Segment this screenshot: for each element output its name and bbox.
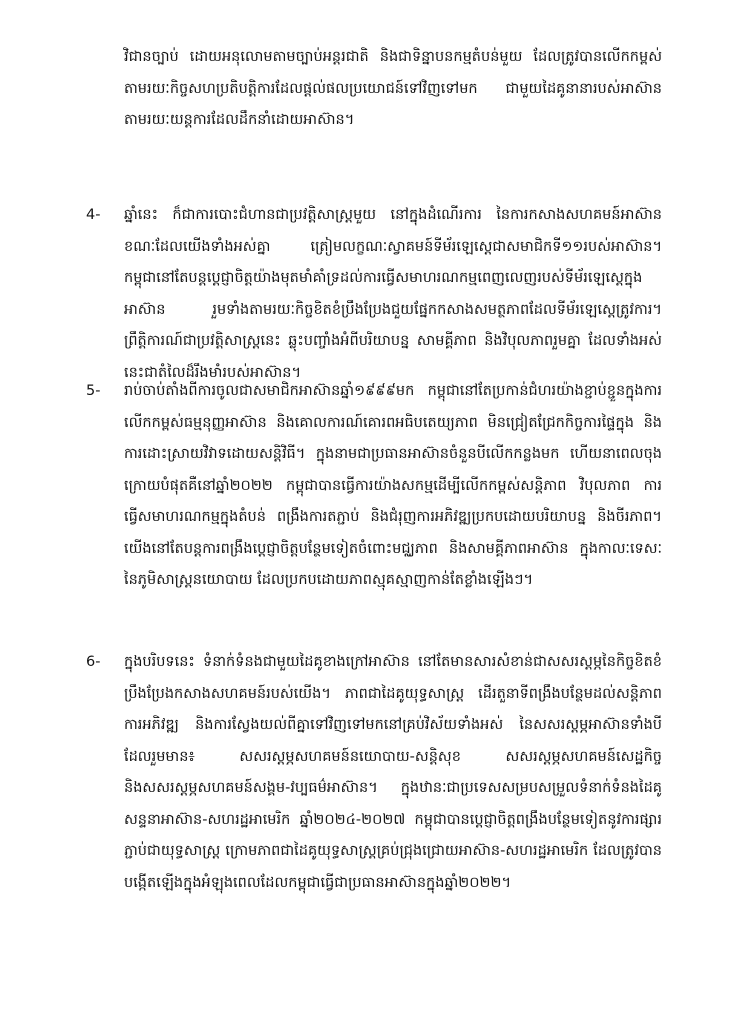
item-text: រាប់ចាប់តាំងពីការចូលជាសមាជិកអាស៊ានឆ្នាំ១៩៩៩មក កម្ពុជានៅតែប្រកាន់ជំហរយ៉ាងខ្ជាប់ខ្ជួនក្នុងការលើកកម្ពស់ធម្មនុញ្ញអាស៊ាន និងគោលការណ៍គោរពអធិបតេយ្យភាព មិនជ្រៀតជ្រែកកិច្ចការផ្ទៃក្នុង និងការដោះស្រាយវិវាទដោយសន្តិវិធី។ ក្នុងនាមជាប្រធានអាស៊ានចំនួនបីលើកកន្លងមក ហើយនាពេលចុងក្រោយបំផុតគឺនៅឆ្នាំ២០២២ កម្ពុជាបានធ្វើការយ៉ាងសកម្មដើម្បីលើកកម្ពស់សន្តិភាព វិបុលភាព ការធ្វើសមាហរណកម្មក្នុងតំបន់ ពង្រឹងការតភ្ជាប់ និងជំរុញការអភិវឌ្ឍប្រកបដោយបរិយាបន្ន និងចីរភាព។ យើងនៅតែបន្តការពង្រឹងប្តេជ្ញាចិត្តបន្ថែមទៀតចំពោះមជ្ឈភាព និងសាមគ្គីភាពអាស៊ាន ក្នុងកាលៈទេសៈនៃភូមិសាស្ត្រនយោបាយ ដែលប្រកបដោយភាពស្មុគស្មាញកាន់តែខ្លាំងឡើងៗ។ (124, 383, 662, 588)
numbered-item-4 (86, 200, 666, 389)
intro-paragraph: វិជានច្បាប់ ដោយអនុលោមតាមច្បាប់អន្តរជាតិ និងជាទិន្នាបនកម្មតំបន់មួយ ដែលត្រូវបានលើកកម្ពស់តាមរយៈកិច្ចសហប្រតិបត្តិការដែលផ្តល់ផលប្រយោជន៍ទៅវិញទៅមក ជាមួយដៃគូនានារបស់អាស៊ាន តាមរយៈយន្តការដែលដឹកនាំដោយអាស៊ាន។ (124, 49, 662, 128)
item-number: 6- (86, 654, 101, 670)
numbered-item-6 (86, 647, 666, 899)
item-number: 5- (86, 383, 101, 399)
item-number: 4- (86, 207, 101, 223)
item-text: ក្នុងបរិបទនេះ ទំនាក់ទំនងជាមួយដៃគូខាងក្រៅអាស៊ាន នៅតែមានសារសំខាន់ជាសសរស្តម្ភនៃកិច្ចខិតខំប្រឹងប្រែងកសាងសហគមន៍របស់យើង។ ភាពជាដៃគូយុទ្ធសាស្ត្រ ដើរតួនាទីពង្រឹងបន្ថែមដល់សន្តិភាព ការអភិវឌ្ឍ និងការស្វែងយល់ពីគ្នាទៅវិញទៅមកនៅគ្រប់វិស័យទាំងអស់ នៃសសរស្តម្ភអាស៊ានទាំងបី ដែលរួមមាន៖ សសរស្តម្ភសហគមន៍នយោបាយ-សន្តិសុខ សសរស្តម្ភសហគមន៍សេដ្ឋកិច្ច និងសសរស្តម្ភសហគមន៍សង្គម-វប្បធម៌អាស៊ាន។ ក្នុងឋានៈជាប្រទេសសម្របសម្រួលទំនាក់ទំនងដៃគូសន្ទនាអាស៊ាន-សហរដ្ឋអាមេរិក ឆ្នាំ២០២៤-២០២៧ កម្ពុជាបានប្តេជ្ញាចិត្តពង្រឹងបន្ថែមទៀតនូវការផ្សារភ្ជាប់ជាយុទ្ធសាស្ត្រ ក្រោមភាពជាដៃគូយុទ្ធសាស្ត្រគ្រប់ជ្រុងជ្រោយអាស៊ាន-សហរដ្ឋអាមេរិក ដែលត្រូវបានបង្កើតឡើងក្នុងអំឡុងពេលដែលកម្ពុជាធ្វើជាប្រធានអាស៊ានក្នុងឆ្នាំ២០២២។ (124, 654, 662, 891)
numbered-item-5 (86, 376, 666, 597)
item-text: ឆ្នាំនេះ ក៏ជាការបោះជំហានជាប្រវត្តិសាស្ត្រមួយ នៅក្នុងដំណើរការ នៃការកសាងសហគមន៍អាស៊ាន ខណៈដែលយើងទាំងអស់គ្នា ត្រៀមលក្ខណៈស្វាគមន៍ទីម័រឡេស្តេជាសមាជិកទី១១របស់អាស៊ាន។ កម្ពុជានៅតែបន្តប្តេជ្ញាចិត្តយ៉ាងមុតមាំគាំទ្រដល់ការធ្វើសមាហរណកម្មពេញលេញរបស់ទីម័រឡេស្តេក្នុងអាស៊ាន រួមទាំងតាមរយៈកិច្ចខិតខំប្រឹងប្រែងជួយផ្នែកកសាងសមត្ថភាពដែលទីម័រឡេស្តេត្រូវការ។ ព្រឹត្តិការណ៍ជាប្រវត្តិសាស្ត្រនេះ ឆ្លុះបញ្ចាំងអំពីបរិយាបន្ន សាមគ្គីភាព និងវិបុលភាពរួមគ្នា ដែលទាំងអស់នេះជាតំលៃដ៏រឹងមាំរបស់អាស៊ាន។ (124, 207, 662, 381)
